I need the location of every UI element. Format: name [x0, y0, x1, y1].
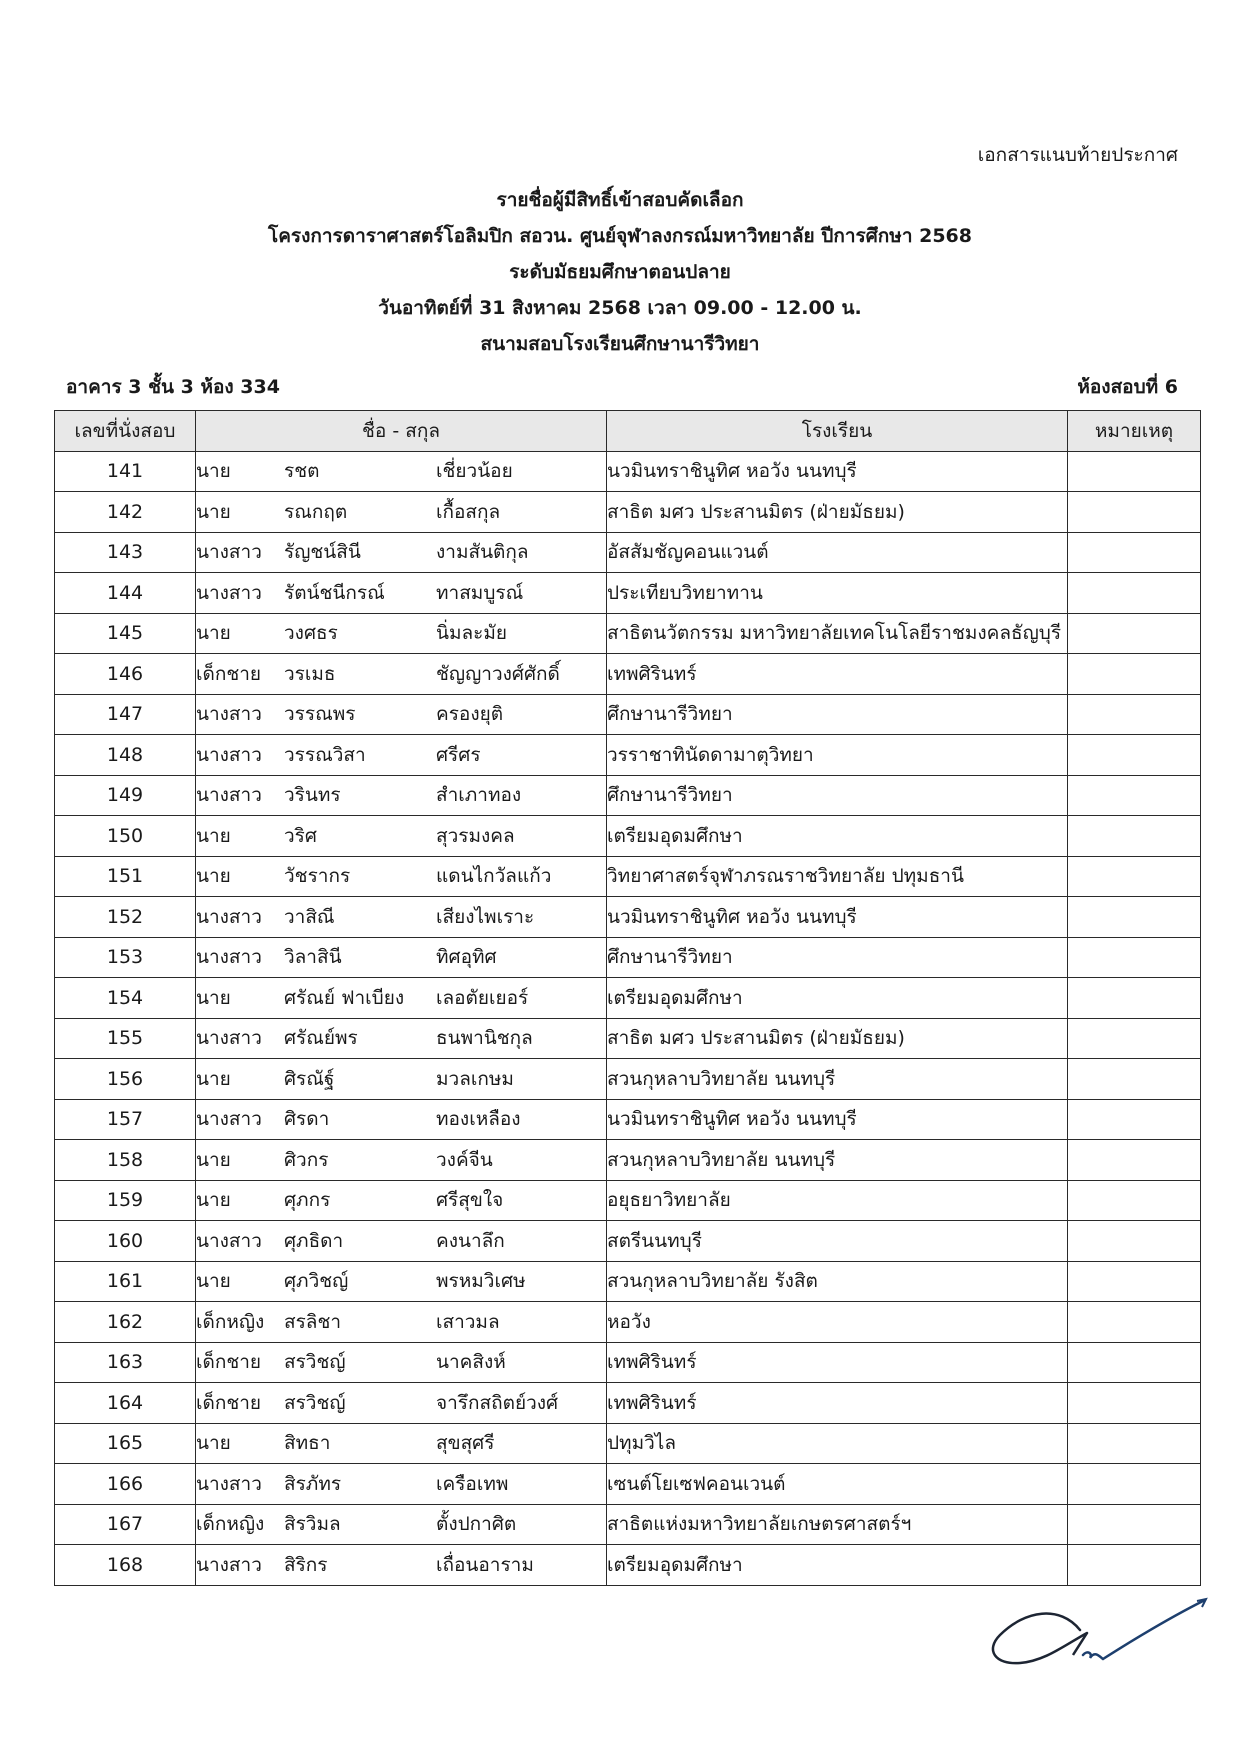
attachment-note: เอกสารแนบท้ายประกาศ [977, 144, 1178, 166]
school-name: เทพศิรินทร์ [607, 1342, 1068, 1383]
school-name: สาธิต มศว ประสานมิตร (ฝ่ายมัธยม) [607, 492, 1068, 533]
school-name: สาธิต มศว ประสานมิตร (ฝ่ายมัธยม) [607, 1018, 1068, 1059]
room-info [66, 372, 1178, 402]
first-name: ศิรณัฐ์ [284, 1067, 335, 1090]
seat-number: 154 [55, 978, 196, 1019]
name-prefix: นาย [196, 824, 231, 847]
last-name: ศรีศร [436, 743, 481, 766]
candidate-table [54, 410, 1201, 1586]
school-name: ปทุมวิไล [607, 1423, 1068, 1464]
school-name: สวนกุหลาบวิทยาลัย นนทบุรี [607, 1059, 1068, 1100]
location-label: อาคาร 3 ชั้น 3 ห้อง 334 [66, 376, 280, 398]
last-name: ทาสมบูรณ์ [436, 581, 524, 604]
first-name: ศิรดา [284, 1108, 330, 1131]
title-line-2: โครงการดาราศาสตร์โอลิมปิก สอวน. ศูนย์จุฬาลงกรณ์มหาวิทยาลัย ปีการศึกษา 2568 [267, 225, 972, 247]
first-name: ศุภกร [284, 1189, 331, 1212]
seat-number: 147 [55, 694, 196, 735]
table-row [55, 573, 1201, 614]
candidate-name [196, 735, 607, 776]
remark-cell [1068, 532, 1201, 573]
seat-number: 153 [55, 937, 196, 978]
table-row [55, 856, 1201, 897]
last-name: ครองยุติ [436, 703, 504, 726]
candidate-name [196, 532, 607, 573]
candidate-name [196, 1545, 607, 1586]
remark-cell [1068, 1464, 1201, 1505]
candidate-name [196, 816, 607, 857]
table-row [55, 937, 1201, 978]
remark-cell [1068, 775, 1201, 816]
first-name: สิริกร [284, 1553, 328, 1576]
school-name: เตรียมอุดมศึกษา [607, 1545, 1068, 1586]
remark-cell [1068, 1342, 1201, 1383]
last-name: จารึกสถิตย์วงศ์ [436, 1391, 559, 1414]
candidate-name [196, 451, 607, 492]
name-prefix: เด็กชาย [196, 662, 262, 685]
first-name: สรลิชา [284, 1310, 342, 1333]
remark-cell [1068, 1018, 1201, 1059]
last-name: มวลเกษม [436, 1067, 514, 1090]
remark-cell [1068, 1140, 1201, 1181]
seat-number: 160 [55, 1221, 196, 1262]
seat-number: 145 [55, 613, 196, 654]
title-line-1: รายชื่อผู้มีสิทธิ์เข้าสอบคัดเลือก [496, 189, 744, 211]
last-name: วงค์จีน [436, 1148, 493, 1171]
name-prefix: นางสาว [196, 581, 262, 604]
school-name: วิทยาศาสตร์จุฬาภรณราชวิทยาลัย ปทุมธานี [607, 856, 1068, 897]
first-name: รชต [284, 460, 320, 483]
last-name: งามสันติกุล [436, 541, 529, 564]
remark-cell [1068, 1504, 1201, 1545]
candidate-name [196, 1018, 607, 1059]
seat-number: 148 [55, 735, 196, 776]
name-prefix: นางสาว [196, 784, 262, 807]
remark-cell [1068, 654, 1201, 695]
title-line-5: สนามสอบโรงเรียนศึกษานารีวิทยา [480, 333, 760, 355]
first-name: วรินทร [284, 784, 341, 807]
candidate-name [196, 694, 607, 735]
document-titles [0, 182, 1240, 362]
signature-icon [965, 1595, 1215, 1705]
school-name: สวนกุหลาบวิทยาลัย นนทบุรี [607, 1140, 1068, 1181]
first-name: รณกฤต [284, 500, 348, 523]
remark-cell [1068, 856, 1201, 897]
candidate-name [196, 1261, 607, 1302]
first-name: สิรวิมล [284, 1513, 341, 1536]
school-name: สาธิตแห่งมหาวิทยาลัยเกษตรศาสตร์ฯ [607, 1504, 1068, 1545]
name-prefix: นาย [196, 1270, 231, 1293]
candidate-name [196, 937, 607, 978]
first-name: ศุภธิดา [284, 1229, 344, 1252]
seat-number: 157 [55, 1099, 196, 1140]
school-name: เซนต์โยเซฟคอนเวนต์ [607, 1464, 1068, 1505]
table-row [55, 816, 1201, 857]
seat-number: 166 [55, 1464, 196, 1505]
school-name: วรราชาทินัดดามาตุวิทยา [607, 735, 1068, 776]
remark-cell [1068, 1180, 1201, 1221]
remark-cell [1068, 492, 1201, 533]
candidate-name [196, 654, 607, 695]
name-prefix: เด็กชาย [196, 1351, 262, 1374]
name-prefix: เด็กหญิง [196, 1513, 265, 1536]
seat-number: 168 [55, 1545, 196, 1586]
last-name: พรหมวิเศษ [436, 1270, 526, 1293]
candidate-name [196, 1099, 607, 1140]
last-name: สำเภาทอง [436, 784, 522, 807]
seat-number: 151 [55, 856, 196, 897]
first-name: วรเมธ [284, 662, 336, 685]
first-name: ศรัณย์พร [284, 1027, 358, 1050]
last-name: ศรีสุขใจ [436, 1189, 504, 1212]
candidate-name [196, 856, 607, 897]
last-name: เสียงไพเราะ [436, 905, 535, 928]
candidate-name [196, 1383, 607, 1424]
table-row [55, 1383, 1201, 1424]
name-prefix: นางสาว [196, 1553, 262, 1576]
name-prefix: นาย [196, 500, 231, 523]
candidate-name [196, 775, 607, 816]
table-row [55, 1180, 1201, 1221]
candidate-name [196, 1423, 607, 1464]
table-row [55, 897, 1201, 938]
remark-cell [1068, 816, 1201, 857]
school-name: อัสสัมชัญคอนแวนต์ [607, 532, 1068, 573]
school-name: สวนกุหลาบวิทยาลัย รังสิต [607, 1261, 1068, 1302]
col-header-school: โรงเรียน [607, 411, 1068, 452]
last-name: เชี่ยวน้อย [436, 460, 513, 483]
candidate-name [196, 613, 607, 654]
name-prefix: นางสาว [196, 1108, 262, 1131]
name-prefix: นาย [196, 1189, 231, 1212]
name-prefix: นางสาว [196, 703, 262, 726]
table-body [55, 451, 1201, 1585]
last-name: ธนพานิชกุล [436, 1027, 533, 1050]
school-name: ประเทียบวิทยาทาน [607, 573, 1068, 614]
candidate-name [196, 978, 607, 1019]
first-name: วิลาสินี [284, 946, 342, 969]
remark-cell [1068, 1302, 1201, 1343]
last-name: นิ่มละมัย [436, 622, 508, 645]
name-prefix: นางสาว [196, 905, 262, 928]
name-prefix: นางสาว [196, 1027, 262, 1050]
remark-cell [1068, 694, 1201, 735]
name-prefix: เด็กชาย [196, 1391, 262, 1414]
seat-number: 155 [55, 1018, 196, 1059]
last-name: นาคสิงห์ [436, 1351, 506, 1374]
table-row [55, 1018, 1201, 1059]
last-name: ทองเหลือง [436, 1108, 521, 1131]
last-name: เถื่อนอาราม [436, 1553, 534, 1576]
first-name: วัชรากร [284, 865, 351, 888]
table-row [55, 694, 1201, 735]
table-row [55, 978, 1201, 1019]
school-name: ศึกษานารีวิทยา [607, 937, 1068, 978]
seat-number: 158 [55, 1140, 196, 1181]
candidate-name [196, 492, 607, 533]
candidate-name [196, 1342, 607, 1383]
remark-cell [1068, 613, 1201, 654]
first-name: รัญชน์สินี [284, 541, 361, 564]
table-row [55, 1099, 1201, 1140]
candidate-name [196, 1302, 607, 1343]
table-row [55, 735, 1201, 776]
seat-number: 164 [55, 1383, 196, 1424]
seat-number: 159 [55, 1180, 196, 1221]
table-row [55, 613, 1201, 654]
remark-cell [1068, 978, 1201, 1019]
name-prefix: นาย [196, 1148, 231, 1171]
last-name: สุขสุศรี [436, 1432, 495, 1455]
name-prefix: นาย [196, 622, 231, 645]
first-name: วรรณพร [284, 703, 356, 726]
name-prefix: นาย [196, 460, 231, 483]
first-name: รัตน์ชนีกรณ์ [284, 581, 385, 604]
candidate-name [196, 1140, 607, 1181]
seat-number: 149 [55, 775, 196, 816]
title-line-3: ระดับมัธยมศึกษาตอนปลาย [509, 261, 731, 283]
candidate-name [196, 1464, 607, 1505]
candidate-name [196, 573, 607, 614]
table-row [55, 1504, 1201, 1545]
table-row [55, 1423, 1201, 1464]
table-row [55, 1302, 1201, 1343]
last-name: เกื้อสกุล [436, 500, 501, 523]
seat-number: 142 [55, 492, 196, 533]
title-line-4: วันอาทิตย์ที่ 31 สิงหาคม 2568 เวลา 09.00 - 12.00 น. [378, 297, 862, 319]
col-header-note: หมายเหตุ [1068, 411, 1201, 452]
seat-number: 141 [55, 451, 196, 492]
last-name: ทิศอุทิศ [436, 946, 497, 969]
last-name: แดนไกวัลแก้ว [436, 865, 552, 888]
remark-cell [1068, 735, 1201, 776]
seat-number: 143 [55, 532, 196, 573]
last-name: คงนาลึก [436, 1229, 505, 1252]
seat-number: 167 [55, 1504, 196, 1545]
remark-cell [1068, 1423, 1201, 1464]
school-name: ศึกษานารีวิทยา [607, 775, 1068, 816]
table-row [55, 1545, 1201, 1586]
school-name: เทพศิรินทร์ [607, 654, 1068, 695]
remark-cell [1068, 451, 1201, 492]
candidate-name [196, 1180, 607, 1221]
first-name: วรรณวิสา [284, 743, 366, 766]
school-name: ศึกษานารีวิทยา [607, 694, 1068, 735]
table-row [55, 1464, 1201, 1505]
col-header-name: ชื่อ - สกุล [196, 411, 607, 452]
remark-cell [1068, 1099, 1201, 1140]
seat-number: 152 [55, 897, 196, 938]
table-row [55, 654, 1201, 695]
seat-number: 161 [55, 1261, 196, 1302]
table-row [55, 492, 1201, 533]
seat-number: 150 [55, 816, 196, 857]
seat-number: 165 [55, 1423, 196, 1464]
remark-cell [1068, 1545, 1201, 1586]
seat-number: 144 [55, 573, 196, 614]
remark-cell [1068, 937, 1201, 978]
school-name: อยุธยาวิทยาลัย [607, 1180, 1068, 1221]
first-name: ศุภวิชญ์ [284, 1270, 349, 1293]
last-name: ตั้งปกาศิต [436, 1513, 517, 1536]
school-name: นวมินทราชินูทิศ หอวัง นนทบุรี [607, 897, 1068, 938]
col-header-seat: เลขที่นั่งสอบ [55, 411, 196, 452]
seat-number: 156 [55, 1059, 196, 1100]
name-prefix: นางสาว [196, 1229, 262, 1252]
remark-cell [1068, 1383, 1201, 1424]
table-row [55, 1140, 1201, 1181]
table-row [55, 1261, 1201, 1302]
last-name: เสาวมล [436, 1310, 500, 1333]
school-name: สาธิตนวัตกรรม มหาวิทยาลัยเทคโนโลยีราชมงคลธัญบุรี [607, 613, 1068, 654]
table-row [55, 1342, 1201, 1383]
school-name: นวมินทราชินูทิศ หอวัง นนทบุรี [607, 1099, 1068, 1140]
school-name: นวมินทราชินูทิศ หอวัง นนทบุรี [607, 451, 1068, 492]
last-name: เลอตัยเยอร์ [436, 986, 529, 1009]
name-prefix: นางสาว [196, 541, 262, 564]
first-name: ศรัณย์ ฟาเบียง [284, 986, 405, 1009]
seat-number: 146 [55, 654, 196, 695]
school-name: สตรีนนทบุรี [607, 1221, 1068, 1262]
table-row [55, 532, 1201, 573]
table-row [55, 451, 1201, 492]
exam-room-label: ห้องสอบที่ 6 [1077, 376, 1178, 398]
first-name: ศิวกร [284, 1148, 329, 1171]
remark-cell [1068, 1261, 1201, 1302]
name-prefix: นาย [196, 865, 231, 888]
school-name: หอวัง [607, 1302, 1068, 1343]
first-name: วาสิณี [284, 905, 335, 928]
remark-cell [1068, 573, 1201, 614]
school-name: เตรียมอุดมศึกษา [607, 816, 1068, 857]
candidate-name [196, 1504, 607, 1545]
remark-cell [1068, 1059, 1201, 1100]
remark-cell [1068, 897, 1201, 938]
table-row [55, 775, 1201, 816]
name-prefix: นาย [196, 1067, 231, 1090]
candidate-name [196, 1059, 607, 1100]
name-prefix: นาย [196, 986, 231, 1009]
name-prefix: นางสาว [196, 1472, 262, 1495]
first-name: วริศ [284, 824, 317, 847]
table-row [55, 1221, 1201, 1262]
table-header-row [55, 411, 1201, 452]
seat-number: 162 [55, 1302, 196, 1343]
first-name: สิทธา [284, 1432, 331, 1455]
candidate-name [196, 1221, 607, 1262]
school-name: เตรียมอุดมศึกษา [607, 978, 1068, 1019]
name-prefix: นางสาว [196, 946, 262, 969]
name-prefix: นาย [196, 1432, 231, 1455]
name-prefix: เด็กหญิง [196, 1310, 265, 1333]
last-name: เครือเทพ [436, 1472, 509, 1495]
first-name: วงศธร [284, 622, 338, 645]
table-row [55, 1059, 1201, 1100]
first-name: สิรภัทร [284, 1472, 342, 1495]
name-prefix: นางสาว [196, 743, 262, 766]
seat-number: 163 [55, 1342, 196, 1383]
last-name: สุวรมงคล [436, 824, 515, 847]
candidate-name [196, 897, 607, 938]
school-name: เทพศิรินทร์ [607, 1383, 1068, 1424]
first-name: สรวิชญ์ [284, 1351, 346, 1374]
remark-cell [1068, 1221, 1201, 1262]
first-name: สรวิชญ์ [284, 1391, 346, 1414]
last-name: ชัญญาวงศ์ศักดิ์ [436, 662, 560, 685]
